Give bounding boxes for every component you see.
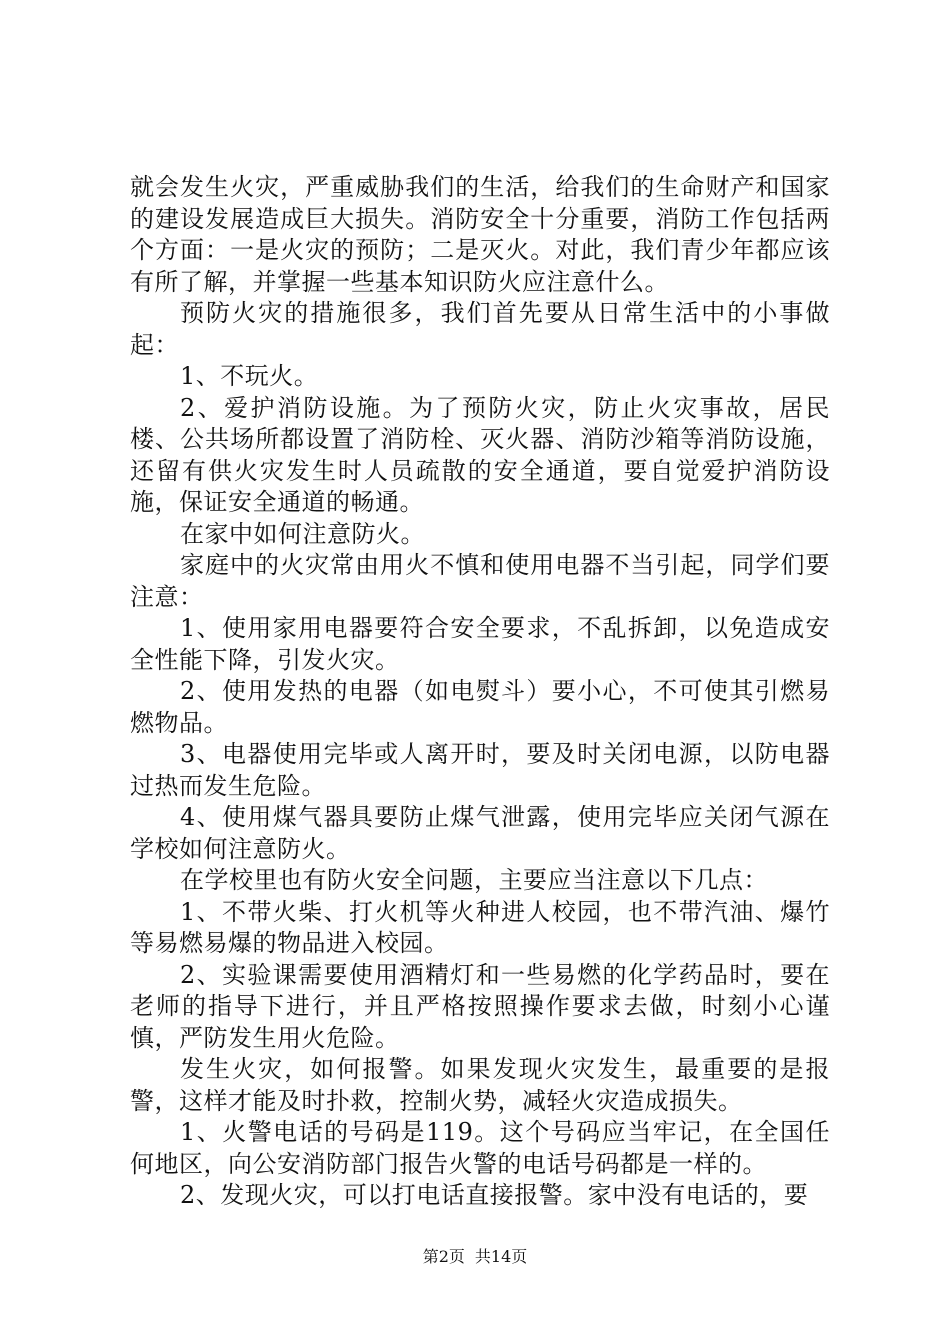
page-total: 共14页 bbox=[474, 1247, 528, 1266]
paragraph: 发生火灾，如何报警。如果发现火灾发生，最重要的是报警，这样才能及时扑救，控制火势，减轻火灾造成损失。 bbox=[130, 1055, 830, 1115]
paragraph: 4、使用煤气器具要防止煤气泄露，使用完毕应关闭气源在学校如何注意防火。 bbox=[130, 803, 830, 863]
paragraph: 2、使用发热的电器（如电熨斗）要小心，不可使其引燃易燃物品。 bbox=[130, 677, 830, 737]
paragraph: 2、实验课需要使用酒精灯和一些易燃的化学药品时，要在老师的指导下进行，并且严格按照操作要求去做，时刻小心谨慎，严防发生用火危险。 bbox=[130, 960, 830, 1052]
paragraph: 就会发生火灾，严重威胁我们的生活，给我们的生命财产和国家的建设发展造成巨大损失。消防安全十分重要，消防工作包括两个方面：一是火灾的预防；二是灭火。对此，我们青少年都应该有所了解，并掌握一些基本知识防火应注意什么。 bbox=[130, 173, 830, 296]
paragraph: 在家中如何注意防火。 bbox=[180, 519, 425, 548]
paragraph: 在学校里也有防火安全问题，主要应当注意以下几点： bbox=[180, 866, 768, 894]
page-number: 第2页 bbox=[422, 1247, 465, 1266]
paragraph: 家庭中的火灾常由用火不慎和使用电器不当引起，同学们要注意： bbox=[130, 551, 830, 611]
paragraph: 1、不玩火。 bbox=[180, 362, 319, 390]
paragraph: 预防火灾的措施很多，我们首先要从日常生活中的小事做起： bbox=[130, 299, 830, 359]
paragraph: 3、电器使用完毕或人离开时，要及时关闭电源，以防电器过热而发生危险。 bbox=[130, 740, 830, 800]
paragraph: 2、爱护消防设施。为了预防火灾，防止火灾事故，居民楼、公共场所都设置了消防栓、灭火器、消防沙箱等消防设施，还留有供火灾发生时人员疏散的安全通道，要自觉爱护消防设施，保证安全通道的畅通。 bbox=[130, 393, 830, 516]
paragraph: 2、发现火灾，可以打电话直接报警。家中没有电话的，要 bbox=[180, 1181, 809, 1209]
paragraph: 1、使用家用电器要符合安全要求，不乱拆卸，以免造成安全性能下降，引发火灾。 bbox=[130, 614, 830, 674]
document-body bbox=[130, 172, 830, 1212]
paragraph: 1、火警电话的号码是119。这个号码应当牢记，在全国任何地区，向公安消防部门报告火警的电话号码都是一样的。 bbox=[130, 1118, 830, 1178]
page-footer bbox=[0, 1244, 950, 1267]
paragraph: 1、不带火柴、打火机等火种进人校园，也不带汽油、爆竹等易燃易爆的物品进入校园。 bbox=[130, 897, 830, 957]
